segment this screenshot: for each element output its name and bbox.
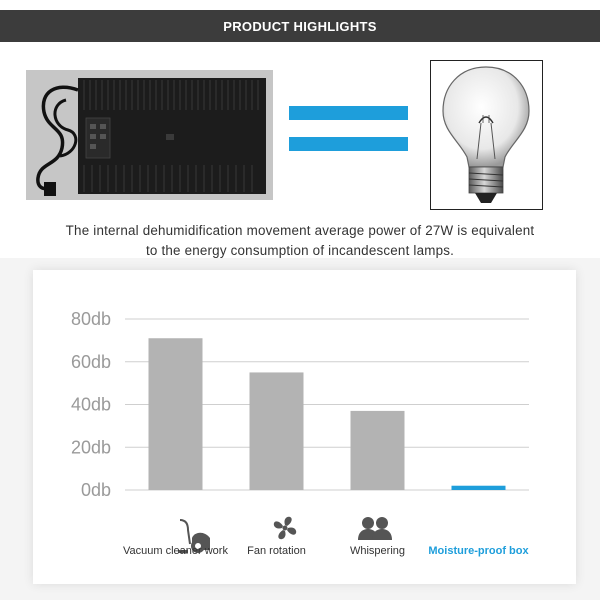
y-tick-label: 80db (70, 309, 111, 329)
y-tick-label: 20db (70, 437, 111, 458)
people-whispering-icon (358, 517, 392, 540)
incandescent-lamp-image (430, 60, 543, 210)
bar (452, 486, 506, 490)
dehumidifier-photo (26, 70, 273, 200)
caption-line-2: to the energy consumption of incandescent lamps. (145, 243, 455, 258)
y-tick-label: 40db (70, 394, 111, 415)
bar (351, 411, 405, 490)
fan-icon (274, 517, 296, 539)
y-tick-label: 60db (70, 351, 111, 372)
section-title: PRODUCT HIGHLIGHTS (223, 18, 377, 34)
section-header (0, 10, 600, 42)
noise-chart-panel (33, 270, 576, 584)
bar (149, 338, 203, 490)
y-tick-label: 0db (80, 480, 111, 500)
noise-bar-chart (33, 270, 576, 584)
category-label: Whispering (349, 545, 406, 557)
category-label: Vacuum cleaner work (123, 545, 228, 557)
bar (250, 372, 304, 490)
equals-sign (289, 106, 408, 152)
caption-line-1: The internal dehumidification movement average power of 27W is equivalent (65, 223, 535, 238)
category-label: Moisture-proof box (428, 545, 529, 557)
category-label: Fan rotation (247, 545, 306, 557)
power-caption (20, 221, 580, 261)
